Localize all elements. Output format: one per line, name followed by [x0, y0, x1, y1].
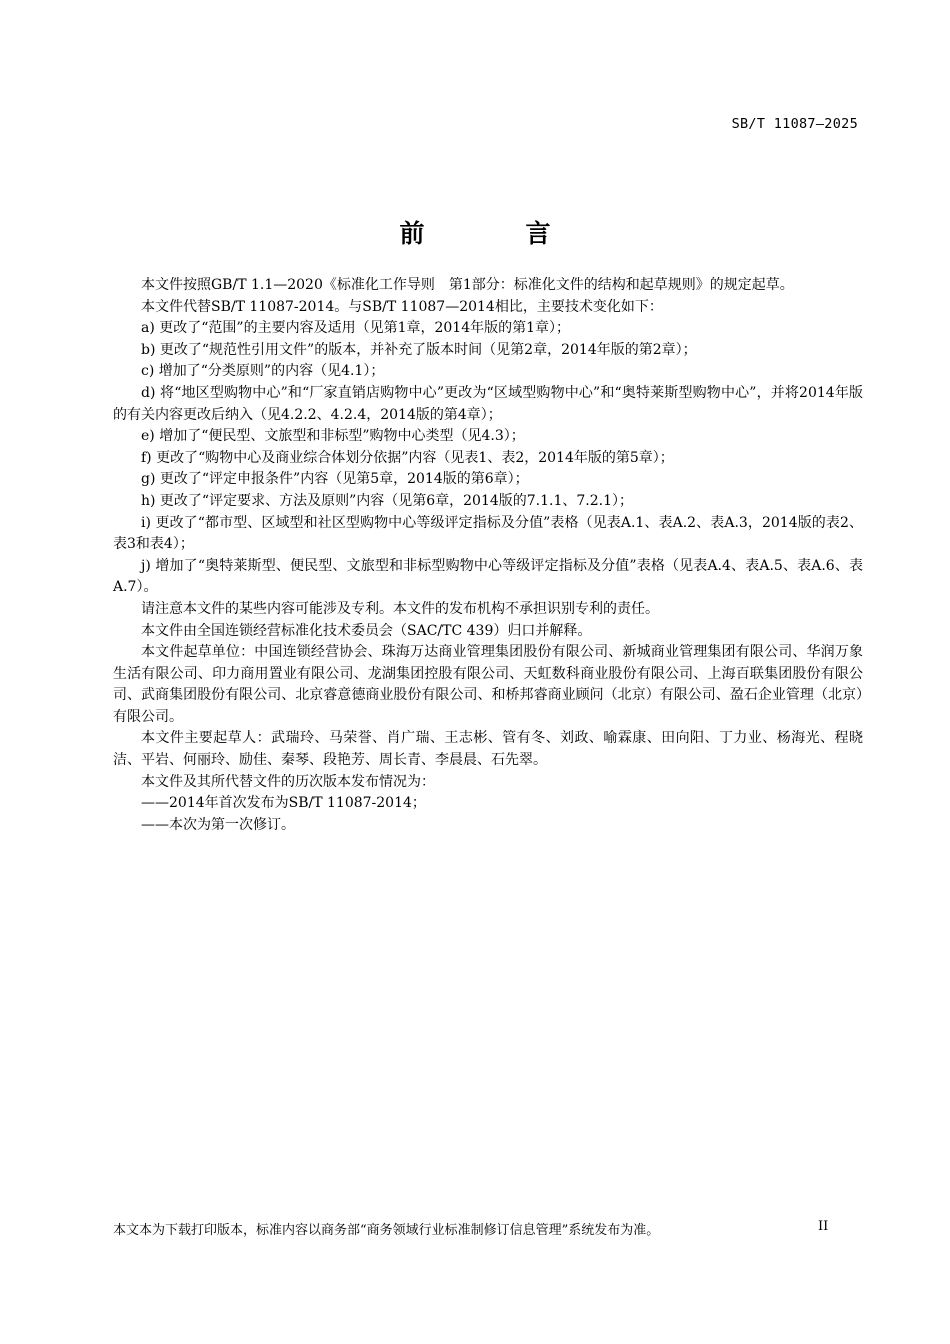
list-item: j) 增加了“奥特莱斯型、便民型、文旅型和非标型购物中心等级评定指标及分值”表格（见表A.4、表A.5、表A.6、表A.7）。 [113, 557, 863, 596]
list-item: h) 更改了“评定要求、方法及原则”内容（见第6章，2014版的7.1.1、7.2.1）； [141, 492, 634, 509]
paragraph: 本文件代替SB/T 11087-2014。与SB/T 11087—2014相比，主要技术变化如下： [141, 298, 663, 315]
paragraph: 本文件按照GB/T 1.1—2020《标准化工作导则 第1部分：标准化文件的结构和起草规则》的规定起草。 [141, 277, 794, 293]
list-item: c) 增加了“分类原则”的内容（见4.1）； [141, 363, 385, 380]
list-item: b) 更改了“规范性引用文件”的版本，并补充了版本时间（见第2章，2014年版的第2章）； [141, 341, 697, 358]
paragraph: 本文件主要起草人：武瑞玲、马荣誉、肖广瑞、王志彬、管有冬、刘政、喻霖康、田向阳、丁力业、杨海光、程晓洁、平岩、何丽玲、励佳、秦琴、段艳芳、周长青、李晨晨、石先翠。 [113, 730, 863, 769]
list-item: d) 将“地区型购物中心”和“厂家直销店购物中心”更改为“区域型购物中心”和“奥特莱斯型购物中心”，并将2014年版的有关内容更改后纳入（见4.2.2、4.2.4，2014版的第4章）； [113, 384, 863, 423]
list-item: f) 更改了“购物中心及商业综合体划分依据”内容（见表1、表2，2014年版的第5章）； [141, 449, 674, 466]
paragraph: 本文件及其所代替文件的历次版本发布情况为： [141, 773, 435, 790]
footer-note: 本文本为下载打印版本，标准内容以商务部“商务领域行业标准制修订信息管理”系统发布为准。 [113, 1223, 660, 1238]
document-body [113, 275, 863, 836]
paragraph: 本文件起草单位：中国连锁经营协会、珠海万达商业管理集团股份有限公司、新城商业管理集团有限公司、华润万象生活有限公司、印力商用置业有限公司、龙湖集团控股有限公司、天虹数科商业股份有限公司、上海百联集团股份有限公司、武商集团股份有限公司、北京睿意德商业股份有限公司、和桥邦睿商业顾问（北京）有限公司、盈石企业管理（北京）有限公司。 [113, 644, 863, 725]
list-item: g) 更改了“评定申报条件”内容（见第5章，2014版的第6章）； [141, 471, 529, 488]
list-item: e) 增加了“便民型、文旅型和非标型”购物中心类型（见4.3）； [141, 428, 525, 445]
list-item: ——2014年首次发布为SB/T 11087-2014； [141, 795, 426, 812]
page-title: 前 言 [399, 219, 589, 248]
list-item: a) 更改了“范围”的主要内容及适用（见第1章，2014年版的第1章）； [141, 320, 571, 337]
page-number: II [818, 1219, 829, 1234]
document-code: SB/T 11087—2025 [731, 116, 858, 132]
paragraph: 请注意本文件的某些内容可能涉及专利。本文件的发布机构不承担识别专利的责任。 [141, 600, 659, 617]
list-item: ——本次为第一次修订。 [141, 816, 295, 833]
paragraph: 本文件由全国连锁经营标准化技术委员会（SAC/TC 439）归口并解释。 [141, 622, 592, 639]
list-item: i) 更改了“都市型、区域型和社区型购物中心等级评定指标及分值”表格（见表A.1、表A.2、表A.3，2014版的表2、表3和表4）； [113, 514, 863, 553]
